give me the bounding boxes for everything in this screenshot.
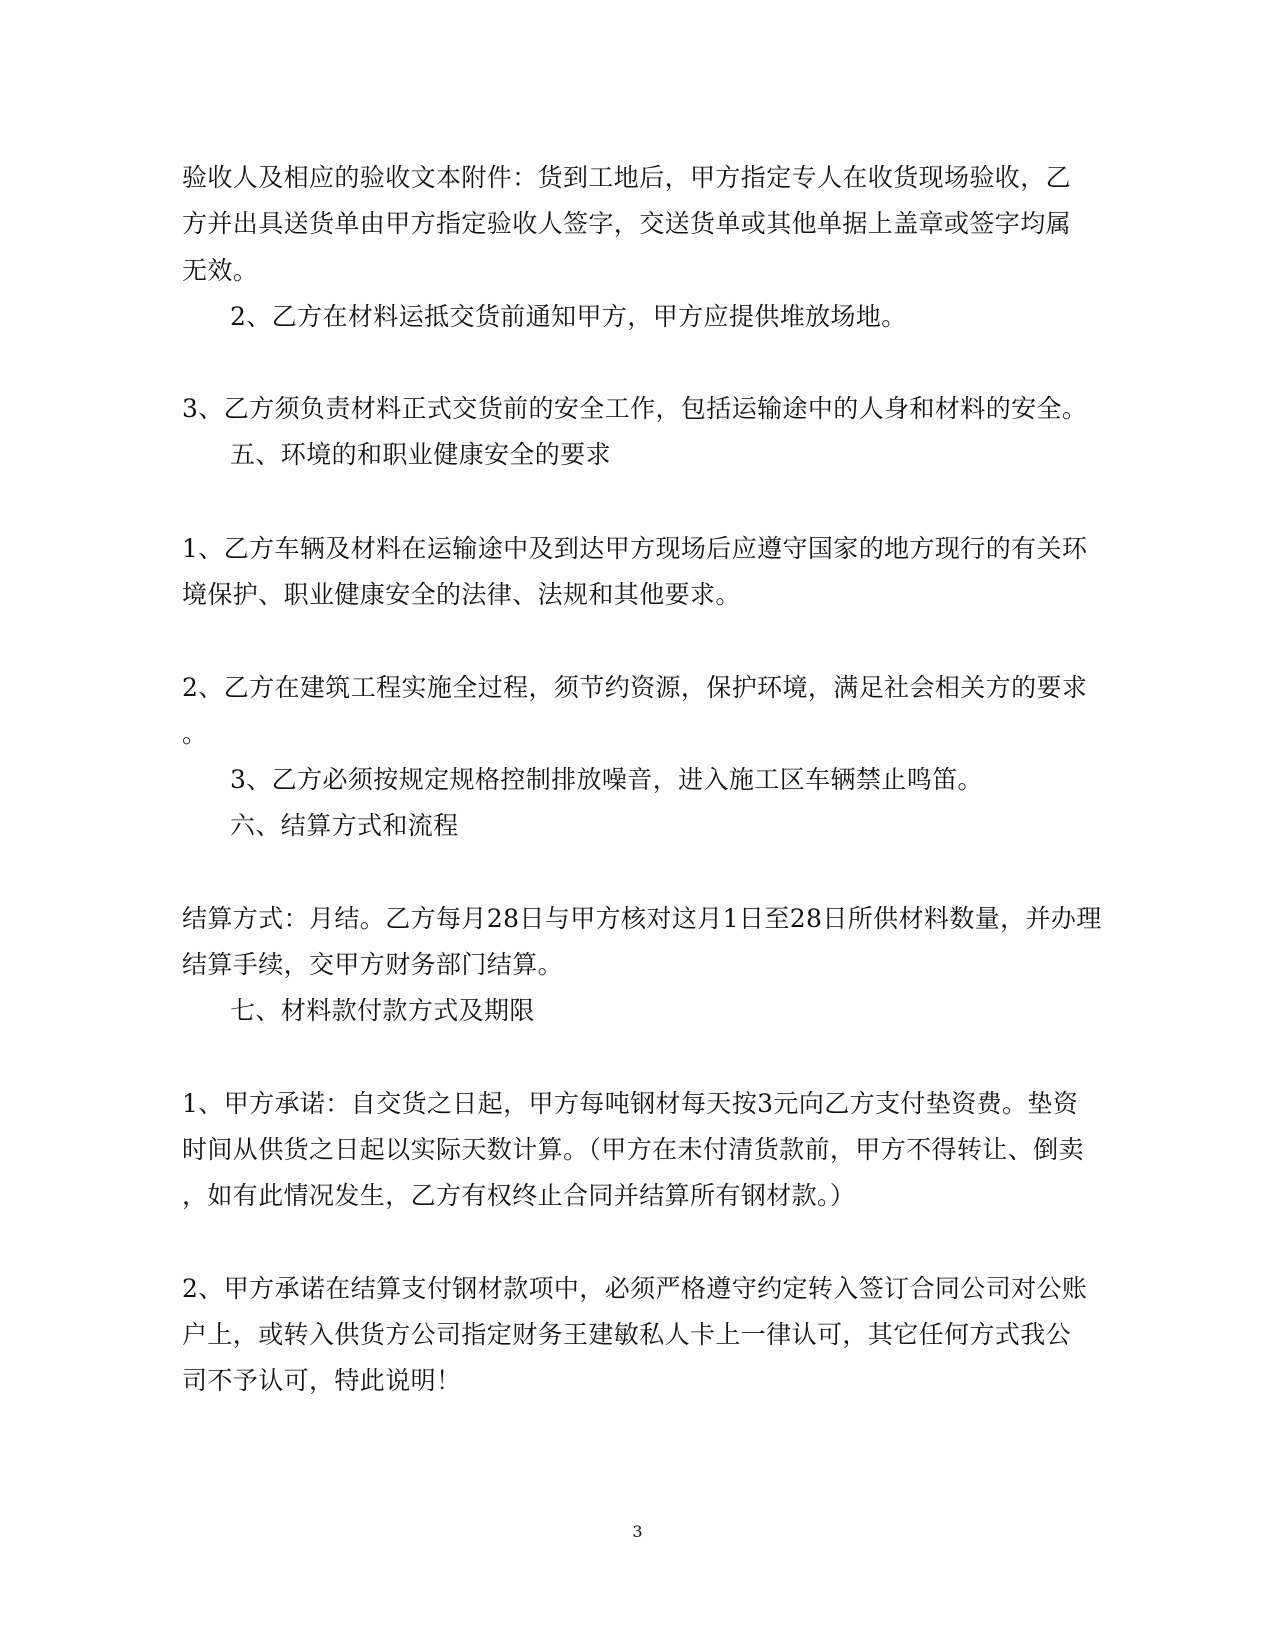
section-heading: 六、结算方式和流程 [230, 811, 459, 840]
body-line: 户上，或转入供货方公司指定财务王建敏私人卡上一律认可，其它任何方式我公 [182, 1320, 1072, 1349]
page-number: 3 [632, 1522, 643, 1541]
body-line: ，如有此情况发生，乙方有权终止合同并结算所有钢材款。） [182, 1181, 856, 1210]
body-line: 无效。 [182, 256, 259, 285]
body-line: 结算方式：月结。乙方每月28日与甲方核对这月1日至28日所供材料数量，并办理 [182, 904, 1102, 933]
body-line: 1、乙方车辆及材料在运输途中及到达甲方现场后应遵守国家的地方现行的有关环 [182, 534, 1088, 563]
body-line: 。 [182, 719, 208, 748]
section-heading: 七、材料款付款方式及期限 [230, 996, 535, 1025]
body-line: 2、甲方承诺在结算支付钢材款项中，必须严格遵守约定转入签订合同公司对公账 [182, 1274, 1088, 1303]
body-line: 时间从供货之日起以实际天数计算。（甲方在未付清货款前，甲方不得转让、倒卖 [182, 1135, 1084, 1164]
body-line: 1、甲方承诺：自交货之日起，甲方每吨钢材每天按3元向乙方支付垫资费。垫资 [182, 1089, 1079, 1118]
body-line: 方并出具送货单由甲方指定验收人签字，交送货单或其他单据上盖章或签字均属 [182, 209, 1072, 238]
section-heading: 五、环境的和职业健康安全的要求 [230, 440, 612, 469]
body-line: 结算手续，交甲方财务部门结算。 [182, 950, 564, 979]
body-line: 2、乙方在材料运抵交货前通知甲方，甲方应提供堆放场地。 [230, 302, 907, 331]
body-line: 3、乙方必须按规定规格控制排放噪音，进入施工区车辆禁止鸣笛。 [230, 765, 983, 794]
body-line: 境保护、职业健康安全的法律、法规和其他要求。 [182, 580, 741, 609]
body-line: 司不予认可，特此说明！ [182, 1366, 462, 1395]
body-line: 2、乙方在建筑工程实施全过程，须节约资源，保护环境，满足社会相关方的要求 [182, 673, 1088, 702]
body-line: 验收人及相应的验收文本附件：货到工地后，甲方指定专人在收货现场验收，乙 [182, 163, 1072, 192]
body-line: 3、乙方须负责材料正式交货前的安全工作，包括运输途中的人身和材料的安全。 [182, 394, 1088, 423]
